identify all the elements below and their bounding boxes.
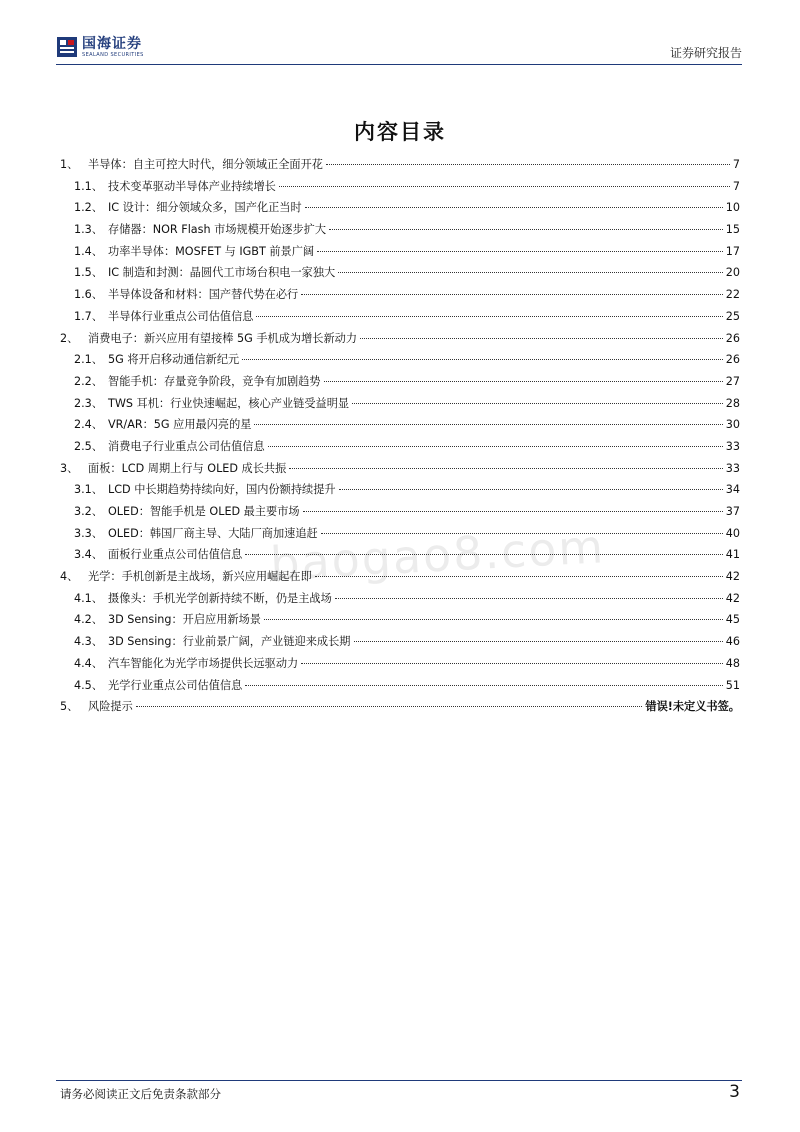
toc-entry-page: 27 bbox=[725, 374, 740, 388]
toc-entry-number: 3.1、 bbox=[74, 483, 103, 497]
toc-entry-page: 33 bbox=[725, 461, 740, 475]
toc-entry-title: OLED：智能手机是 OLED 最主要市场 bbox=[108, 505, 300, 518]
toc-entry-page: 34 bbox=[725, 483, 740, 497]
toc-entry-page: 30 bbox=[725, 418, 740, 432]
toc-entry-number: 4.2、 bbox=[74, 613, 103, 627]
toc-entry[interactable] bbox=[60, 393, 740, 415]
toc-entry-title: 面板行业重点公司估值信息 bbox=[108, 548, 243, 562]
toc-entry-title: IC 设计：细分领域众多，国产化正当时 bbox=[108, 201, 302, 215]
toc-entry-number: 2.3、 bbox=[74, 396, 103, 410]
toc-entry-page: 40 bbox=[725, 526, 740, 540]
toc-entry[interactable] bbox=[60, 241, 740, 263]
toc-entry-number: 1、 bbox=[60, 158, 79, 171]
toc-entry[interactable] bbox=[60, 479, 740, 501]
toc-entry-page: 25 bbox=[725, 309, 740, 323]
toc-entry[interactable] bbox=[60, 154, 740, 176]
toc-entry[interactable] bbox=[60, 176, 740, 198]
toc-entry-number: 1.5、 bbox=[74, 266, 103, 280]
logo-name-en: SEALAND SECURITIES bbox=[82, 51, 144, 58]
toc-entry[interactable] bbox=[60, 197, 740, 219]
toc-dot-leader bbox=[301, 294, 723, 295]
toc-entry-title: 半导体行业重点公司估值信息 bbox=[108, 309, 254, 323]
toc-dot-leader bbox=[317, 251, 723, 252]
toc-dot-leader bbox=[245, 685, 722, 686]
toc-entry-number: 2.4、 bbox=[74, 418, 103, 432]
toc-entry-number: 2.5、 bbox=[74, 439, 103, 453]
toc-entry-number: 3.2、 bbox=[74, 505, 103, 518]
report-type: 证券研究报告 bbox=[669, 46, 742, 60]
toc-dot-leader bbox=[254, 424, 722, 425]
toc-entry-page: 26 bbox=[725, 331, 740, 345]
toc-entry-title: 存储器：NOR Flash 市场规模开始逐步扩大 bbox=[108, 223, 327, 237]
sealand-logo bbox=[56, 35, 144, 59]
logo-name-cn: 国海证券 bbox=[82, 35, 142, 52]
toc-entry[interactable] bbox=[60, 219, 740, 241]
toc-entry-number: 2、 bbox=[60, 331, 79, 345]
toc-entry[interactable] bbox=[60, 436, 740, 458]
toc-entry-title: 汽车智能化为光学市场提供长远驱动力 bbox=[108, 656, 299, 670]
toc-entry-number: 3.4、 bbox=[74, 548, 103, 562]
toc-dot-leader bbox=[326, 164, 730, 165]
footer-divider bbox=[56, 1080, 742, 1081]
toc-entry-number: 1.2、 bbox=[74, 201, 103, 215]
toc-dot-leader bbox=[256, 316, 722, 317]
toc-entry[interactable] bbox=[60, 631, 740, 653]
toc-entry-number: 4.1、 bbox=[74, 591, 103, 605]
toc-entry-number: 3、 bbox=[60, 461, 79, 475]
toc-entry-number: 4.4、 bbox=[74, 656, 103, 670]
toc-entry-page: 42 bbox=[725, 570, 740, 584]
toc-entry[interactable] bbox=[60, 675, 740, 697]
toc-entry[interactable] bbox=[60, 262, 740, 284]
toc-entry[interactable] bbox=[60, 306, 740, 328]
toc-entry-title: TWS 耳机：行业快速崛起，核心产业链受益明显 bbox=[108, 396, 350, 410]
toc-entry-title: 5G 将开启移动通信新纪元 bbox=[108, 353, 240, 367]
toc-entry-title: 风险提示 bbox=[88, 700, 133, 714]
toc-dot-leader bbox=[360, 338, 723, 339]
toc-entry-number: 1.4、 bbox=[74, 244, 103, 258]
toc-entry-page: 37 bbox=[725, 505, 740, 518]
toc-entry-title: 摄像头：手机光学创新持续不断，仍是主战场 bbox=[108, 591, 332, 605]
toc-entry-title: 智能手机：存量竞争阶段，竞争有加剧趋势 bbox=[108, 374, 321, 388]
toc-entry-number: 4.5、 bbox=[74, 678, 103, 692]
toc-entry-number: 1.6、 bbox=[74, 288, 103, 302]
toc-dot-leader bbox=[301, 663, 723, 664]
toc-dot-leader bbox=[352, 403, 723, 404]
toc-entry-page: 41 bbox=[725, 548, 740, 562]
toc-entry-number: 2.2、 bbox=[74, 374, 103, 388]
toc-entry-number: 1.1、 bbox=[74, 179, 103, 193]
toc-dot-leader bbox=[339, 489, 723, 490]
toc-entry-page: 48 bbox=[725, 656, 740, 670]
sealand-logo-icon bbox=[56, 35, 78, 59]
toc-entry[interactable] bbox=[60, 588, 740, 610]
toc-entry-title: OLED：韩国厂商主导、大陆厂商加速追赶 bbox=[108, 526, 318, 540]
toc-entry-number: 5、 bbox=[60, 700, 79, 714]
toc-entry-title: VR/AR：5G 应用最闪亮的星 bbox=[108, 418, 252, 432]
toc-entry[interactable] bbox=[60, 653, 740, 675]
toc-dot-leader bbox=[305, 207, 723, 208]
toc-entry-page: 15 bbox=[725, 223, 740, 237]
table-of-contents bbox=[60, 154, 740, 718]
toc-dot-leader bbox=[264, 619, 723, 620]
toc-entry-page: 17 bbox=[725, 244, 740, 258]
toc-entry-title: 消费电子：新兴应用有望接棒 5G 手机成为增长新动力 bbox=[88, 331, 358, 345]
watermark: baogao8.com bbox=[268, 519, 607, 591]
page-number: 3 bbox=[729, 1082, 740, 1102]
toc-entry-page: 45 bbox=[725, 613, 740, 627]
toc-entry-title: 3D Sensing：开启应用新场景 bbox=[108, 613, 261, 627]
toc-dot-leader bbox=[279, 186, 730, 187]
toc-entry-page: 7 bbox=[732, 179, 740, 193]
toc-entry-number: 1.3、 bbox=[74, 223, 103, 237]
toc-entry-page: 26 bbox=[725, 353, 740, 367]
toc-entry-title: 技术变革驱动半导体产业持续增长 bbox=[108, 179, 276, 193]
toc-entry-title: 光学：手机创新是主战场，新兴应用崛起在即 bbox=[88, 570, 312, 584]
toc-dot-leader bbox=[268, 446, 723, 447]
toc-entry-number: 4、 bbox=[60, 570, 79, 584]
toc-entry-page: 33 bbox=[725, 439, 740, 453]
toc-entry[interactable] bbox=[60, 284, 740, 306]
header-divider bbox=[56, 64, 742, 65]
toc-entry[interactable] bbox=[60, 328, 740, 350]
toc-dot-leader bbox=[303, 511, 723, 512]
toc-entry-title: 光学行业重点公司估值信息 bbox=[108, 678, 243, 692]
toc-entry[interactable] bbox=[60, 609, 740, 631]
toc-dot-leader bbox=[335, 598, 723, 599]
toc-dot-leader bbox=[324, 381, 723, 382]
toc-entry-number: 4.3、 bbox=[74, 635, 103, 649]
toc-entry-page: 7 bbox=[732, 158, 740, 171]
toc-dot-leader bbox=[338, 272, 723, 273]
toc-entry-number: 1.7、 bbox=[74, 309, 103, 323]
toc-entry[interactable] bbox=[60, 371, 740, 393]
footer-disclaimer: 请务必阅读正文后免责条款部分 bbox=[60, 1087, 221, 1101]
toc-entry-page: 22 bbox=[725, 288, 740, 302]
toc-dot-leader bbox=[354, 641, 723, 642]
toc-entry-title: IC 制造和封测：晶圆代工市场台积电一家独大 bbox=[108, 266, 336, 280]
toc-entry-number: 3.3、 bbox=[74, 526, 103, 540]
toc-entry-title: 半导体设备和材料：国产替代势在必行 bbox=[108, 288, 299, 302]
toc-entry-title: 半导体：自主可控大时代，细分领域正全面开花 bbox=[88, 158, 323, 171]
toc-entry[interactable] bbox=[60, 501, 740, 523]
page-title: 内容目录 bbox=[354, 120, 446, 144]
page-header bbox=[0, 0, 800, 70]
toc-dot-leader bbox=[289, 468, 722, 469]
toc-entry[interactable] bbox=[60, 696, 740, 718]
toc-entry-number: 2.1、 bbox=[74, 353, 103, 367]
toc-entry-page: 错误!未定义书签。 bbox=[645, 700, 740, 714]
toc-dot-leader bbox=[329, 229, 723, 230]
toc-entry-title: 功率半导体：MOSFET 与 IGBT 前景广阔 bbox=[108, 244, 315, 258]
toc-entry-title: LCD 中长期趋势持续向好，国内份额持续提升 bbox=[108, 483, 336, 497]
toc-entry-page: 46 bbox=[725, 635, 740, 649]
toc-entry-page: 20 bbox=[725, 266, 740, 280]
toc-entry-page: 28 bbox=[725, 396, 740, 410]
toc-dot-leader bbox=[242, 359, 723, 360]
toc-entry-page: 10 bbox=[725, 201, 740, 215]
toc-entry[interactable] bbox=[60, 349, 740, 371]
toc-entry[interactable] bbox=[60, 458, 740, 480]
toc-entry-page: 51 bbox=[725, 678, 740, 692]
toc-entry-title: 面板：LCD 周期上行与 OLED 成长共振 bbox=[88, 461, 287, 475]
toc-dot-leader bbox=[136, 706, 643, 707]
toc-entry-title: 消费电子行业重点公司估值信息 bbox=[108, 439, 265, 453]
toc-entry-title: 3D Sensing：行业前景广阔，产业链迎来成长期 bbox=[108, 635, 351, 649]
toc-entry-page: 42 bbox=[725, 591, 740, 605]
toc-entry[interactable] bbox=[60, 414, 740, 436]
